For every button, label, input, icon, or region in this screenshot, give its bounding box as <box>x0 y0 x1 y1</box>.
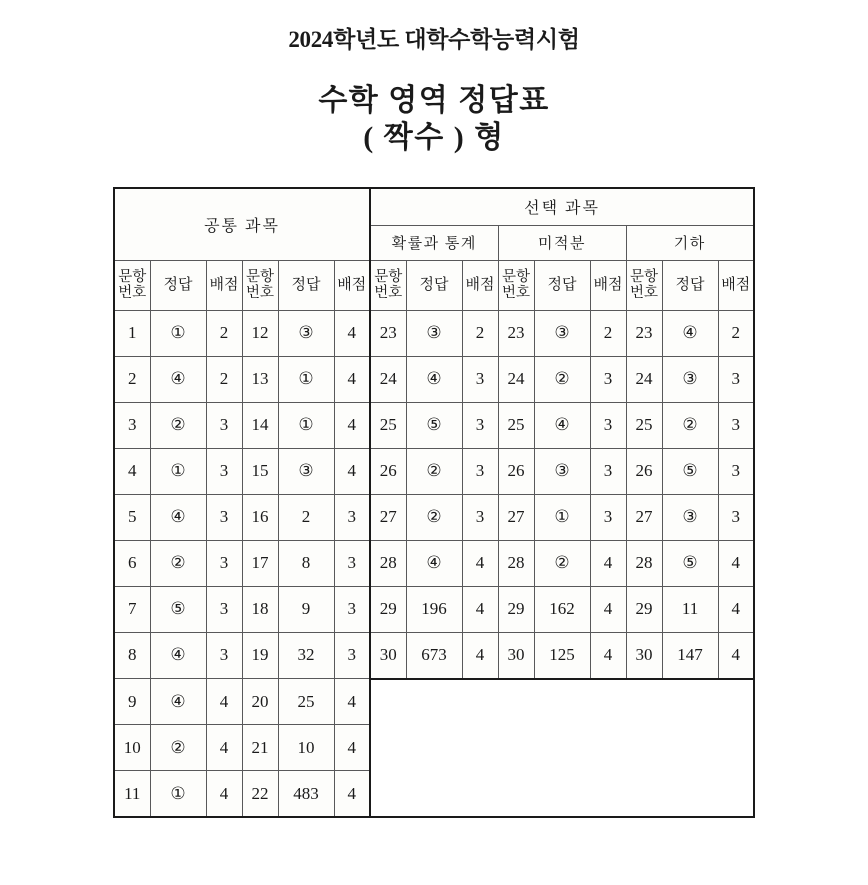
question-no-line1: 문항 <box>502 268 531 285</box>
cell-question-no: 2 <box>114 356 150 402</box>
table-row <box>114 725 754 771</box>
cell-question-no: 21 <box>242 725 278 771</box>
cell-points-calculus: 3 <box>590 402 626 448</box>
cell-answer-geometry: ③ <box>662 356 718 402</box>
cell-points-probability-statistics: 2 <box>462 310 498 356</box>
cell-answer-calculus: ③ <box>534 448 590 494</box>
col-header-question-no <box>242 260 278 310</box>
cell-points: 4 <box>334 679 370 725</box>
cell-points: 3 <box>206 402 242 448</box>
cell-question-no-geometry: 26 <box>626 448 662 494</box>
subject-header-calculus: 미적분 <box>498 225 626 260</box>
cell-points-calculus: 3 <box>590 356 626 402</box>
cell-points-geometry: 4 <box>718 632 754 679</box>
col-header-answer: 정답 <box>278 260 334 310</box>
cell-points: 3 <box>206 540 242 586</box>
cell-question-no: 1 <box>114 310 150 356</box>
cell-answer-geometry: 11 <box>662 586 718 632</box>
cell-points: 3 <box>334 632 370 679</box>
cell-points-geometry: 3 <box>718 494 754 540</box>
table-row <box>114 402 754 448</box>
cell-question-no: 3 <box>114 402 150 448</box>
cell-question-no-calculus: 27 <box>498 494 534 540</box>
cell-question-no-probability-statistics: 27 <box>370 494 406 540</box>
empty-spacer <box>370 725 754 771</box>
cell-question-no-calculus: 24 <box>498 356 534 402</box>
cell-points: 3 <box>334 586 370 632</box>
cell-points: 3 <box>206 494 242 540</box>
cell-points: 3 <box>334 494 370 540</box>
cell-answer: 10 <box>278 725 334 771</box>
col-header-answer: 정답 <box>662 260 718 310</box>
empty-spacer <box>370 679 754 725</box>
cell-points-probability-statistics: 4 <box>462 540 498 586</box>
cell-answer-calculus: ① <box>534 494 590 540</box>
cell-answer: 32 <box>278 632 334 679</box>
cell-question-no-probability-statistics: 24 <box>370 356 406 402</box>
cell-points-probability-statistics: 3 <box>462 356 498 402</box>
col-header-points: 배점 <box>462 260 498 310</box>
cell-points-calculus: 4 <box>590 632 626 679</box>
cell-answer: 483 <box>278 771 334 818</box>
cell-question-no-probability-statistics: 25 <box>370 402 406 448</box>
cell-points-geometry: 4 <box>718 586 754 632</box>
cell-answer-calculus: ④ <box>534 402 590 448</box>
cell-answer-calculus: 125 <box>534 632 590 679</box>
page-title: 수학 영역 정답표 <box>318 83 550 117</box>
cell-answer: ② <box>150 402 206 448</box>
cell-answer-calculus: 162 <box>534 586 590 632</box>
cell-points: 4 <box>206 679 242 725</box>
cell-question-no-probability-statistics: 26 <box>370 448 406 494</box>
table-header <box>114 188 754 311</box>
cell-points-geometry: 3 <box>718 448 754 494</box>
col-header-question-no <box>370 260 406 310</box>
col-header-question-no <box>626 260 662 310</box>
cell-question-no-geometry: 25 <box>626 402 662 448</box>
cell-answer-geometry: ⑤ <box>662 448 718 494</box>
table-body <box>114 310 754 817</box>
cell-answer: ① <box>150 448 206 494</box>
cell-answer-probability-statistics: ② <box>406 494 462 540</box>
group-header-common: 공통 과목 <box>114 188 370 261</box>
cell-answer-probability-statistics: 673 <box>406 632 462 679</box>
cell-question-no: 12 <box>242 310 278 356</box>
col-header-answer: 정답 <box>534 260 590 310</box>
table-row <box>114 771 754 818</box>
cell-answer-probability-statistics: ④ <box>406 540 462 586</box>
cell-points: 4 <box>206 725 242 771</box>
cell-question-no: 6 <box>114 540 150 586</box>
column-header-row <box>114 260 754 310</box>
question-no-line2: 번호 <box>630 285 659 302</box>
cell-answer: ① <box>150 771 206 818</box>
cell-question-no-probability-statistics: 23 <box>370 310 406 356</box>
cell-question-no-geometry: 28 <box>626 540 662 586</box>
col-header-points: 배점 <box>334 260 370 310</box>
col-header-question-no <box>498 260 534 310</box>
cell-question-no-geometry: 24 <box>626 356 662 402</box>
cell-answer-geometry: ⑤ <box>662 540 718 586</box>
cell-question-no: 18 <box>242 586 278 632</box>
cell-points-calculus: 4 <box>590 586 626 632</box>
cell-points-geometry: 3 <box>718 402 754 448</box>
question-no-line1: 문항 <box>630 268 659 285</box>
cell-question-no: 10 <box>114 725 150 771</box>
cell-question-no-calculus: 26 <box>498 448 534 494</box>
cell-question-no: 8 <box>114 632 150 679</box>
cell-points-probability-statistics: 4 <box>462 632 498 679</box>
cell-points-calculus: 3 <box>590 448 626 494</box>
cell-points-probability-statistics: 3 <box>462 448 498 494</box>
col-header-points: 배점 <box>718 260 754 310</box>
subject-header-geometry: 기하 <box>626 225 754 260</box>
cell-answer: ③ <box>278 310 334 356</box>
cell-answer: ③ <box>278 448 334 494</box>
cell-answer-geometry: ② <box>662 402 718 448</box>
cell-points: 3 <box>206 586 242 632</box>
table-row <box>114 310 754 356</box>
cell-answer-geometry: 147 <box>662 632 718 679</box>
cell-question-no-geometry: 23 <box>626 310 662 356</box>
cell-answer: ② <box>150 540 206 586</box>
cell-points: 4 <box>206 771 242 818</box>
cell-answer: ④ <box>150 356 206 402</box>
col-header-points: 배점 <box>206 260 242 310</box>
cell-points: 2 <box>206 356 242 402</box>
question-no-line2: 번호 <box>374 285 403 302</box>
cell-answer: ⑤ <box>150 586 206 632</box>
cell-answer: 9 <box>278 586 334 632</box>
cell-question-no-calculus: 28 <box>498 540 534 586</box>
subject-header-probability-statistics: 확률과 통계 <box>370 225 498 260</box>
question-no-line2: 번호 <box>245 285 274 302</box>
cell-question-no: 11 <box>114 771 150 818</box>
question-no-line2: 번호 <box>118 285 147 302</box>
cell-points-probability-statistics: 3 <box>462 402 498 448</box>
cell-points: 4 <box>334 448 370 494</box>
cell-question-no: 9 <box>114 679 150 725</box>
col-header-question-no <box>114 260 150 310</box>
table-row <box>114 494 754 540</box>
cell-question-no: 4 <box>114 448 150 494</box>
cell-answer: ① <box>150 310 206 356</box>
cell-answer-probability-statistics: ⑤ <box>406 402 462 448</box>
cell-points: 3 <box>206 448 242 494</box>
cell-question-no: 16 <box>242 494 278 540</box>
question-no-line1: 문항 <box>118 268 147 285</box>
col-header-answer: 정답 <box>406 260 462 310</box>
col-header-answer: 정답 <box>150 260 206 310</box>
cell-points-calculus: 3 <box>590 494 626 540</box>
cell-question-no: 5 <box>114 494 150 540</box>
cell-answer-probability-statistics: ③ <box>406 310 462 356</box>
answer-table-container <box>113 187 755 819</box>
table-row <box>114 540 754 586</box>
cell-points-calculus: 2 <box>590 310 626 356</box>
table-row <box>114 586 754 632</box>
table-row <box>114 356 754 402</box>
cell-question-no-probability-statistics: 29 <box>370 586 406 632</box>
cell-question-no: 20 <box>242 679 278 725</box>
cell-answer: ④ <box>150 632 206 679</box>
table-row <box>114 448 754 494</box>
cell-points: 4 <box>334 771 370 818</box>
question-no-line1: 문항 <box>374 268 403 285</box>
cell-question-no-probability-statistics: 28 <box>370 540 406 586</box>
cell-question-no: 14 <box>242 402 278 448</box>
table-row <box>114 632 754 679</box>
cell-question-no-calculus: 30 <box>498 632 534 679</box>
cell-question-no: 17 <box>242 540 278 586</box>
cell-question-no-probability-statistics: 30 <box>370 632 406 679</box>
form-type-label: ( 짝수 ) 형 <box>363 121 505 155</box>
cell-points: 4 <box>334 310 370 356</box>
cell-answer: 25 <box>278 679 334 725</box>
cell-points-calculus: 4 <box>590 540 626 586</box>
cell-answer: ① <box>278 402 334 448</box>
cell-answer-probability-statistics: ② <box>406 448 462 494</box>
cell-answer-calculus: ③ <box>534 310 590 356</box>
cell-answer: ④ <box>150 679 206 725</box>
cell-answer-geometry: ③ <box>662 494 718 540</box>
exam-year-title: 2024학년도 대학수학능력시험 <box>288 27 580 52</box>
cell-question-no: 13 <box>242 356 278 402</box>
group-header-row <box>114 188 754 226</box>
cell-question-no-calculus: 23 <box>498 310 534 356</box>
empty-spacer <box>370 771 754 818</box>
cell-question-no-calculus: 29 <box>498 586 534 632</box>
col-header-points: 배점 <box>590 260 626 310</box>
cell-points: 2 <box>206 310 242 356</box>
question-no-line1: 문항 <box>245 268 274 285</box>
cell-question-no-geometry: 29 <box>626 586 662 632</box>
cell-points-geometry: 2 <box>718 310 754 356</box>
cell-points: 4 <box>334 356 370 402</box>
table-row <box>114 679 754 725</box>
cell-question-no: 19 <box>242 632 278 679</box>
cell-question-no-geometry: 30 <box>626 632 662 679</box>
cell-question-no: 22 <box>242 771 278 818</box>
cell-points-probability-statistics: 4 <box>462 586 498 632</box>
cell-answer: ④ <box>150 494 206 540</box>
cell-answer-calculus: ② <box>534 540 590 586</box>
answer-key-table <box>113 187 755 819</box>
cell-answer-probability-statistics: 196 <box>406 586 462 632</box>
cell-answer: 2 <box>278 494 334 540</box>
question-no-line2: 번호 <box>502 285 531 302</box>
cell-points: 3 <box>206 632 242 679</box>
cell-points-geometry: 4 <box>718 540 754 586</box>
cell-answer: 8 <box>278 540 334 586</box>
cell-points: 3 <box>334 540 370 586</box>
cell-points: 4 <box>334 402 370 448</box>
cell-answer-calculus: ② <box>534 356 590 402</box>
cell-answer-probability-statistics: ④ <box>406 356 462 402</box>
cell-question-no: 7 <box>114 586 150 632</box>
cell-points-probability-statistics: 3 <box>462 494 498 540</box>
cell-points: 4 <box>334 725 370 771</box>
group-header-elective: 선택 과목 <box>370 188 754 226</box>
cell-answer: ② <box>150 725 206 771</box>
cell-answer: ① <box>278 356 334 402</box>
cell-question-no-calculus: 25 <box>498 402 534 448</box>
cell-points-geometry: 3 <box>718 356 754 402</box>
cell-question-no: 15 <box>242 448 278 494</box>
cell-answer-geometry: ④ <box>662 310 718 356</box>
cell-question-no-geometry: 27 <box>626 494 662 540</box>
title-block <box>0 0 868 157</box>
